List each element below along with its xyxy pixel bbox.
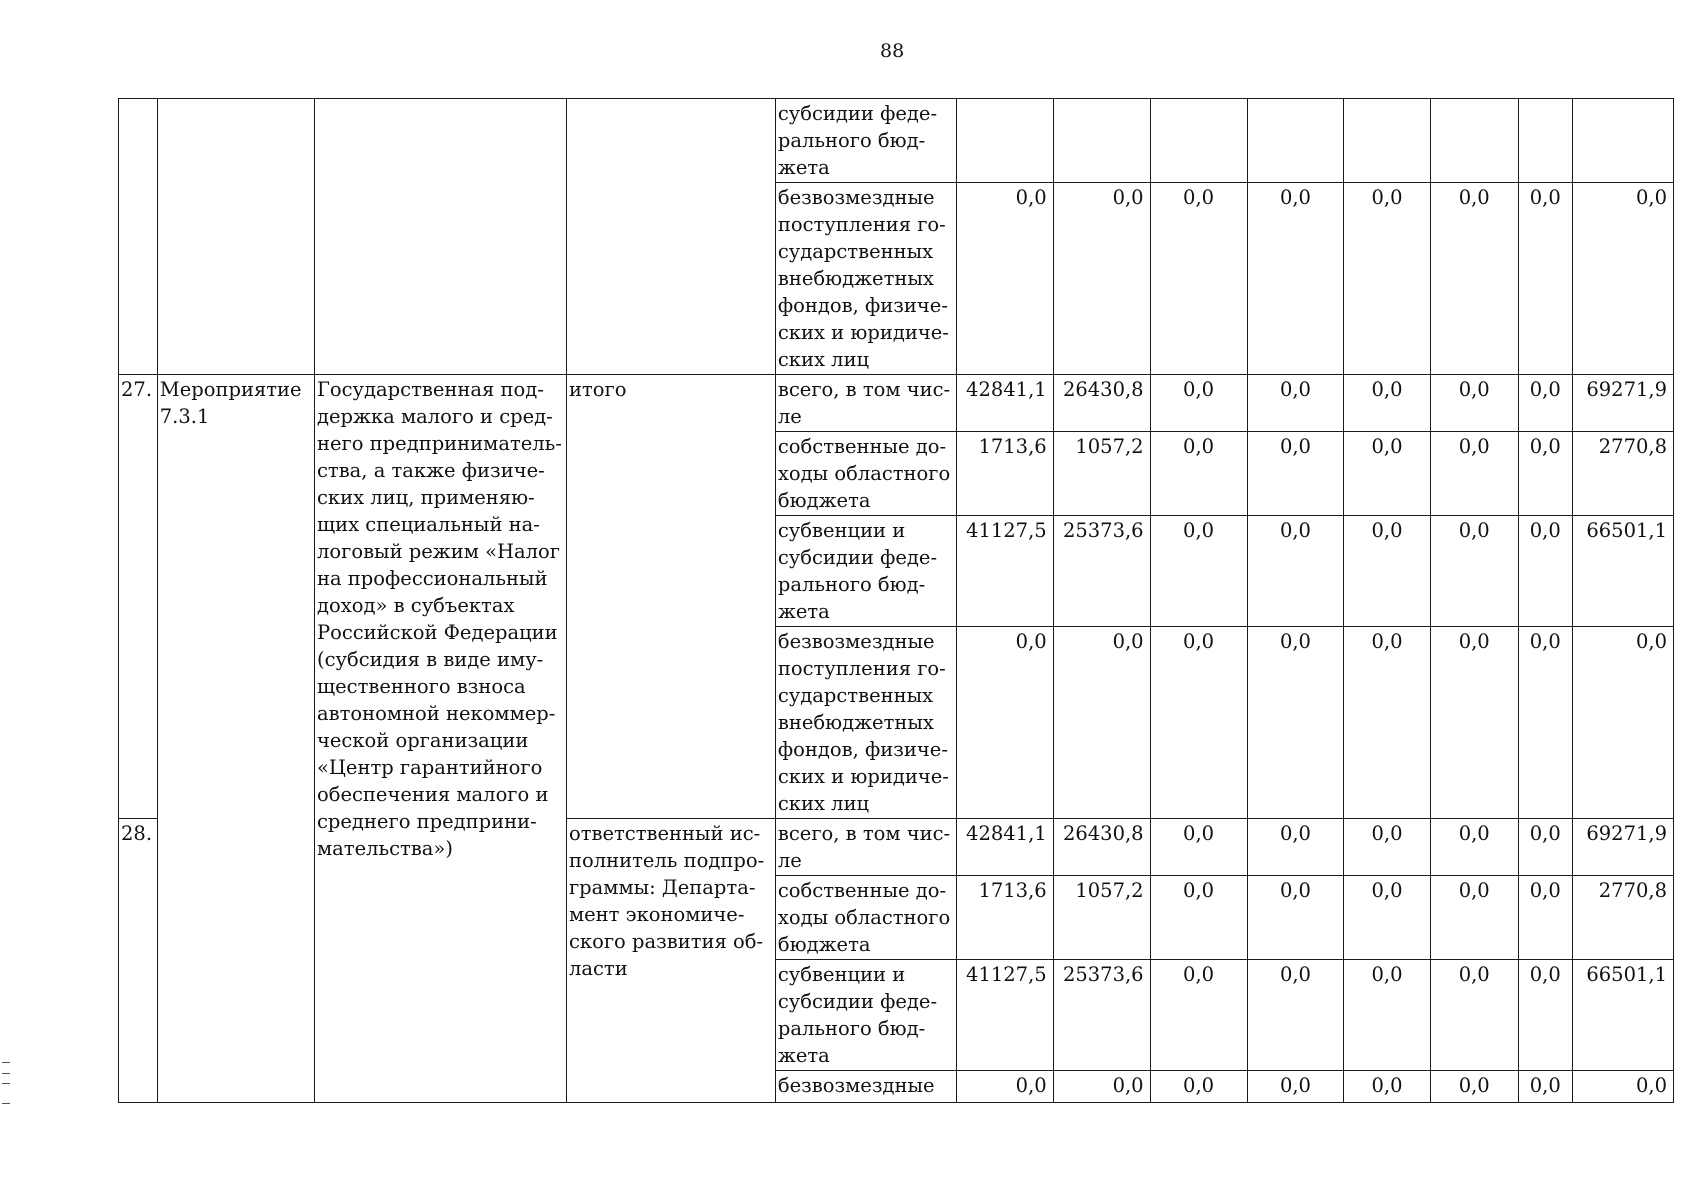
value-cell: 66501,1 [1572, 516, 1673, 627]
value-cell: 0,0 [1430, 432, 1518, 516]
funding-source-cell: собственные до-ходы областного бюджета [775, 876, 956, 960]
executor-cell [566, 99, 775, 375]
value-cell: 0,0 [1150, 516, 1247, 627]
value-cell: 0,0 [1430, 183, 1518, 375]
value-cell: 0,0 [1247, 876, 1344, 960]
value-cell: 0,0 [1344, 375, 1430, 432]
value-cell [1247, 99, 1344, 183]
value-cell: 0,0 [1247, 627, 1344, 819]
program-name-cell: Государственная под-держка малого и сред-него предприниматель-ства, а также физиче-ских лиц, применяю-щих специальный на-логовый режим «Налог на профессиональный доход» в субъектах Российской Федерации (субсидия в виде иму-щественного взноса автономной некоммер-ческой организации «Центр гарантийного обеспечения малого и среднего предприни-мательства») [314, 375, 566, 1103]
value-cell: 0,0 [1572, 1071, 1673, 1103]
value-cell: 66501,1 [1572, 960, 1673, 1071]
value-cell: 26430,8 [1053, 375, 1150, 432]
value-cell: 41127,5 [956, 516, 1053, 627]
value-cell: 0,0 [1518, 432, 1572, 516]
value-cell: 42841,1 [956, 375, 1053, 432]
value-cell: 0,0 [1344, 1071, 1430, 1103]
program-name-cell [314, 99, 566, 375]
funding-source-cell: безвозмездные [775, 1071, 956, 1103]
funding-source-cell: безвозмездные поступления го-сударственных внебюджетных фондов, физиче-ских и юридиче-ских лиц [775, 627, 956, 819]
value-cell: 0,0 [1053, 627, 1150, 819]
budget-table [118, 98, 1674, 1103]
value-cell: 0,0 [1150, 432, 1247, 516]
value-cell: 0,0 [1518, 1071, 1572, 1103]
funding-source-cell: безвозмездные поступления го-сударственных внебюджетных фондов, физиче-ских и юридиче-ских лиц [775, 183, 956, 375]
value-cell: 0,0 [1344, 516, 1430, 627]
value-cell: 0,0 [1053, 183, 1150, 375]
value-cell: 0,0 [956, 1071, 1053, 1103]
value-cell: 0,0 [1430, 516, 1518, 627]
value-cell: 0,0 [1247, 516, 1344, 627]
value-cell: 0,0 [1247, 1071, 1344, 1103]
value-cell [1150, 99, 1247, 183]
value-cell: 0,0 [1518, 516, 1572, 627]
value-cell: 0,0 [1150, 627, 1247, 819]
value-cell: 0,0 [1518, 876, 1572, 960]
value-cell [1572, 99, 1673, 183]
executor-cell: итого [566, 375, 775, 819]
value-cell: 0,0 [956, 183, 1053, 375]
value-cell: 0,0 [1344, 819, 1430, 876]
value-cell [1430, 99, 1518, 183]
value-cell: 25373,6 [1053, 516, 1150, 627]
funding-source-cell: субвенции и субсидии феде-рального бюд-жета [775, 516, 956, 627]
value-cell: 0,0 [1572, 183, 1673, 375]
row-number-27: 27. [119, 375, 158, 819]
value-cell: 0,0 [1430, 819, 1518, 876]
funding-source-cell: субвенции и субсидии феде-рального бюд-жета [775, 960, 956, 1071]
value-cell: 0,0 [1430, 1071, 1518, 1103]
funding-source-cell: всего, в том чис-ле [775, 375, 956, 432]
value-cell: 0,0 [1344, 960, 1430, 1071]
value-cell: 0,0 [1518, 375, 1572, 432]
row-number-cell [119, 99, 158, 375]
status-cell: Мероприятие 7.3.1 [157, 375, 314, 1103]
value-cell: 0,0 [1150, 183, 1247, 375]
value-cell: 0,0 [1150, 960, 1247, 1071]
value-cell: 0,0 [1150, 1071, 1247, 1103]
value-cell: 41127,5 [956, 960, 1053, 1071]
row-number-28: 28. [119, 819, 158, 1103]
funding-source-cell: собственные до-ходы областного бюджета [775, 432, 956, 516]
value-cell: 0,0 [1518, 183, 1572, 375]
table-row [119, 99, 1674, 183]
value-cell: 69271,9 [1572, 819, 1673, 876]
value-cell: 1713,6 [956, 432, 1053, 516]
funding-source-cell: субсидии феде-рального бюд-жета [775, 99, 956, 183]
table-row [119, 375, 1674, 432]
value-cell: 2770,8 [1572, 876, 1673, 960]
table-body [119, 99, 1674, 1103]
value-cell: 0,0 [1344, 627, 1430, 819]
value-cell [1053, 99, 1150, 183]
value-cell: 0,0 [1150, 819, 1247, 876]
scan-margin-marks [2, 1062, 10, 1104]
value-cell: 0,0 [1053, 1071, 1150, 1103]
value-cell: 0,0 [1150, 375, 1247, 432]
value-cell: 0,0 [1247, 183, 1344, 375]
page-number: 88 [880, 40, 905, 62]
value-cell: 0,0 [1430, 375, 1518, 432]
value-cell: 0,0 [1518, 819, 1572, 876]
value-cell: 0,0 [1344, 183, 1430, 375]
value-cell: 0,0 [1430, 876, 1518, 960]
value-cell: 0,0 [1518, 627, 1572, 819]
status-cell [157, 99, 314, 375]
value-cell [1344, 99, 1430, 183]
value-cell: 0,0 [1430, 960, 1518, 1071]
value-cell: 42841,1 [956, 819, 1053, 876]
value-cell: 0,0 [1344, 432, 1430, 516]
value-cell: 0,0 [1247, 432, 1344, 516]
value-cell: 1057,2 [1053, 432, 1150, 516]
value-cell: 0,0 [1247, 819, 1344, 876]
value-cell: 1713,6 [956, 876, 1053, 960]
value-cell: 0,0 [1430, 627, 1518, 819]
value-cell: 69271,9 [1572, 375, 1673, 432]
value-cell: 0,0 [1247, 375, 1344, 432]
value-cell: 0,0 [1150, 876, 1247, 960]
value-cell: 2770,8 [1572, 432, 1673, 516]
value-cell: 0,0 [1344, 876, 1430, 960]
value-cell: 1057,2 [1053, 876, 1150, 960]
value-cell: 0,0 [1572, 627, 1673, 819]
value-cell: 0,0 [1518, 960, 1572, 1071]
value-cell: 26430,8 [1053, 819, 1150, 876]
value-cell [1518, 99, 1572, 183]
executor-cell: ответственный ис-полнитель подпро-граммы: Департа-мент экономиче-ского развития об-ласти [566, 819, 775, 1103]
value-cell: 0,0 [1247, 960, 1344, 1071]
value-cell: 0,0 [956, 627, 1053, 819]
funding-source-cell: всего, в том чис-ле [775, 819, 956, 876]
value-cell [956, 99, 1053, 183]
value-cell: 25373,6 [1053, 960, 1150, 1071]
